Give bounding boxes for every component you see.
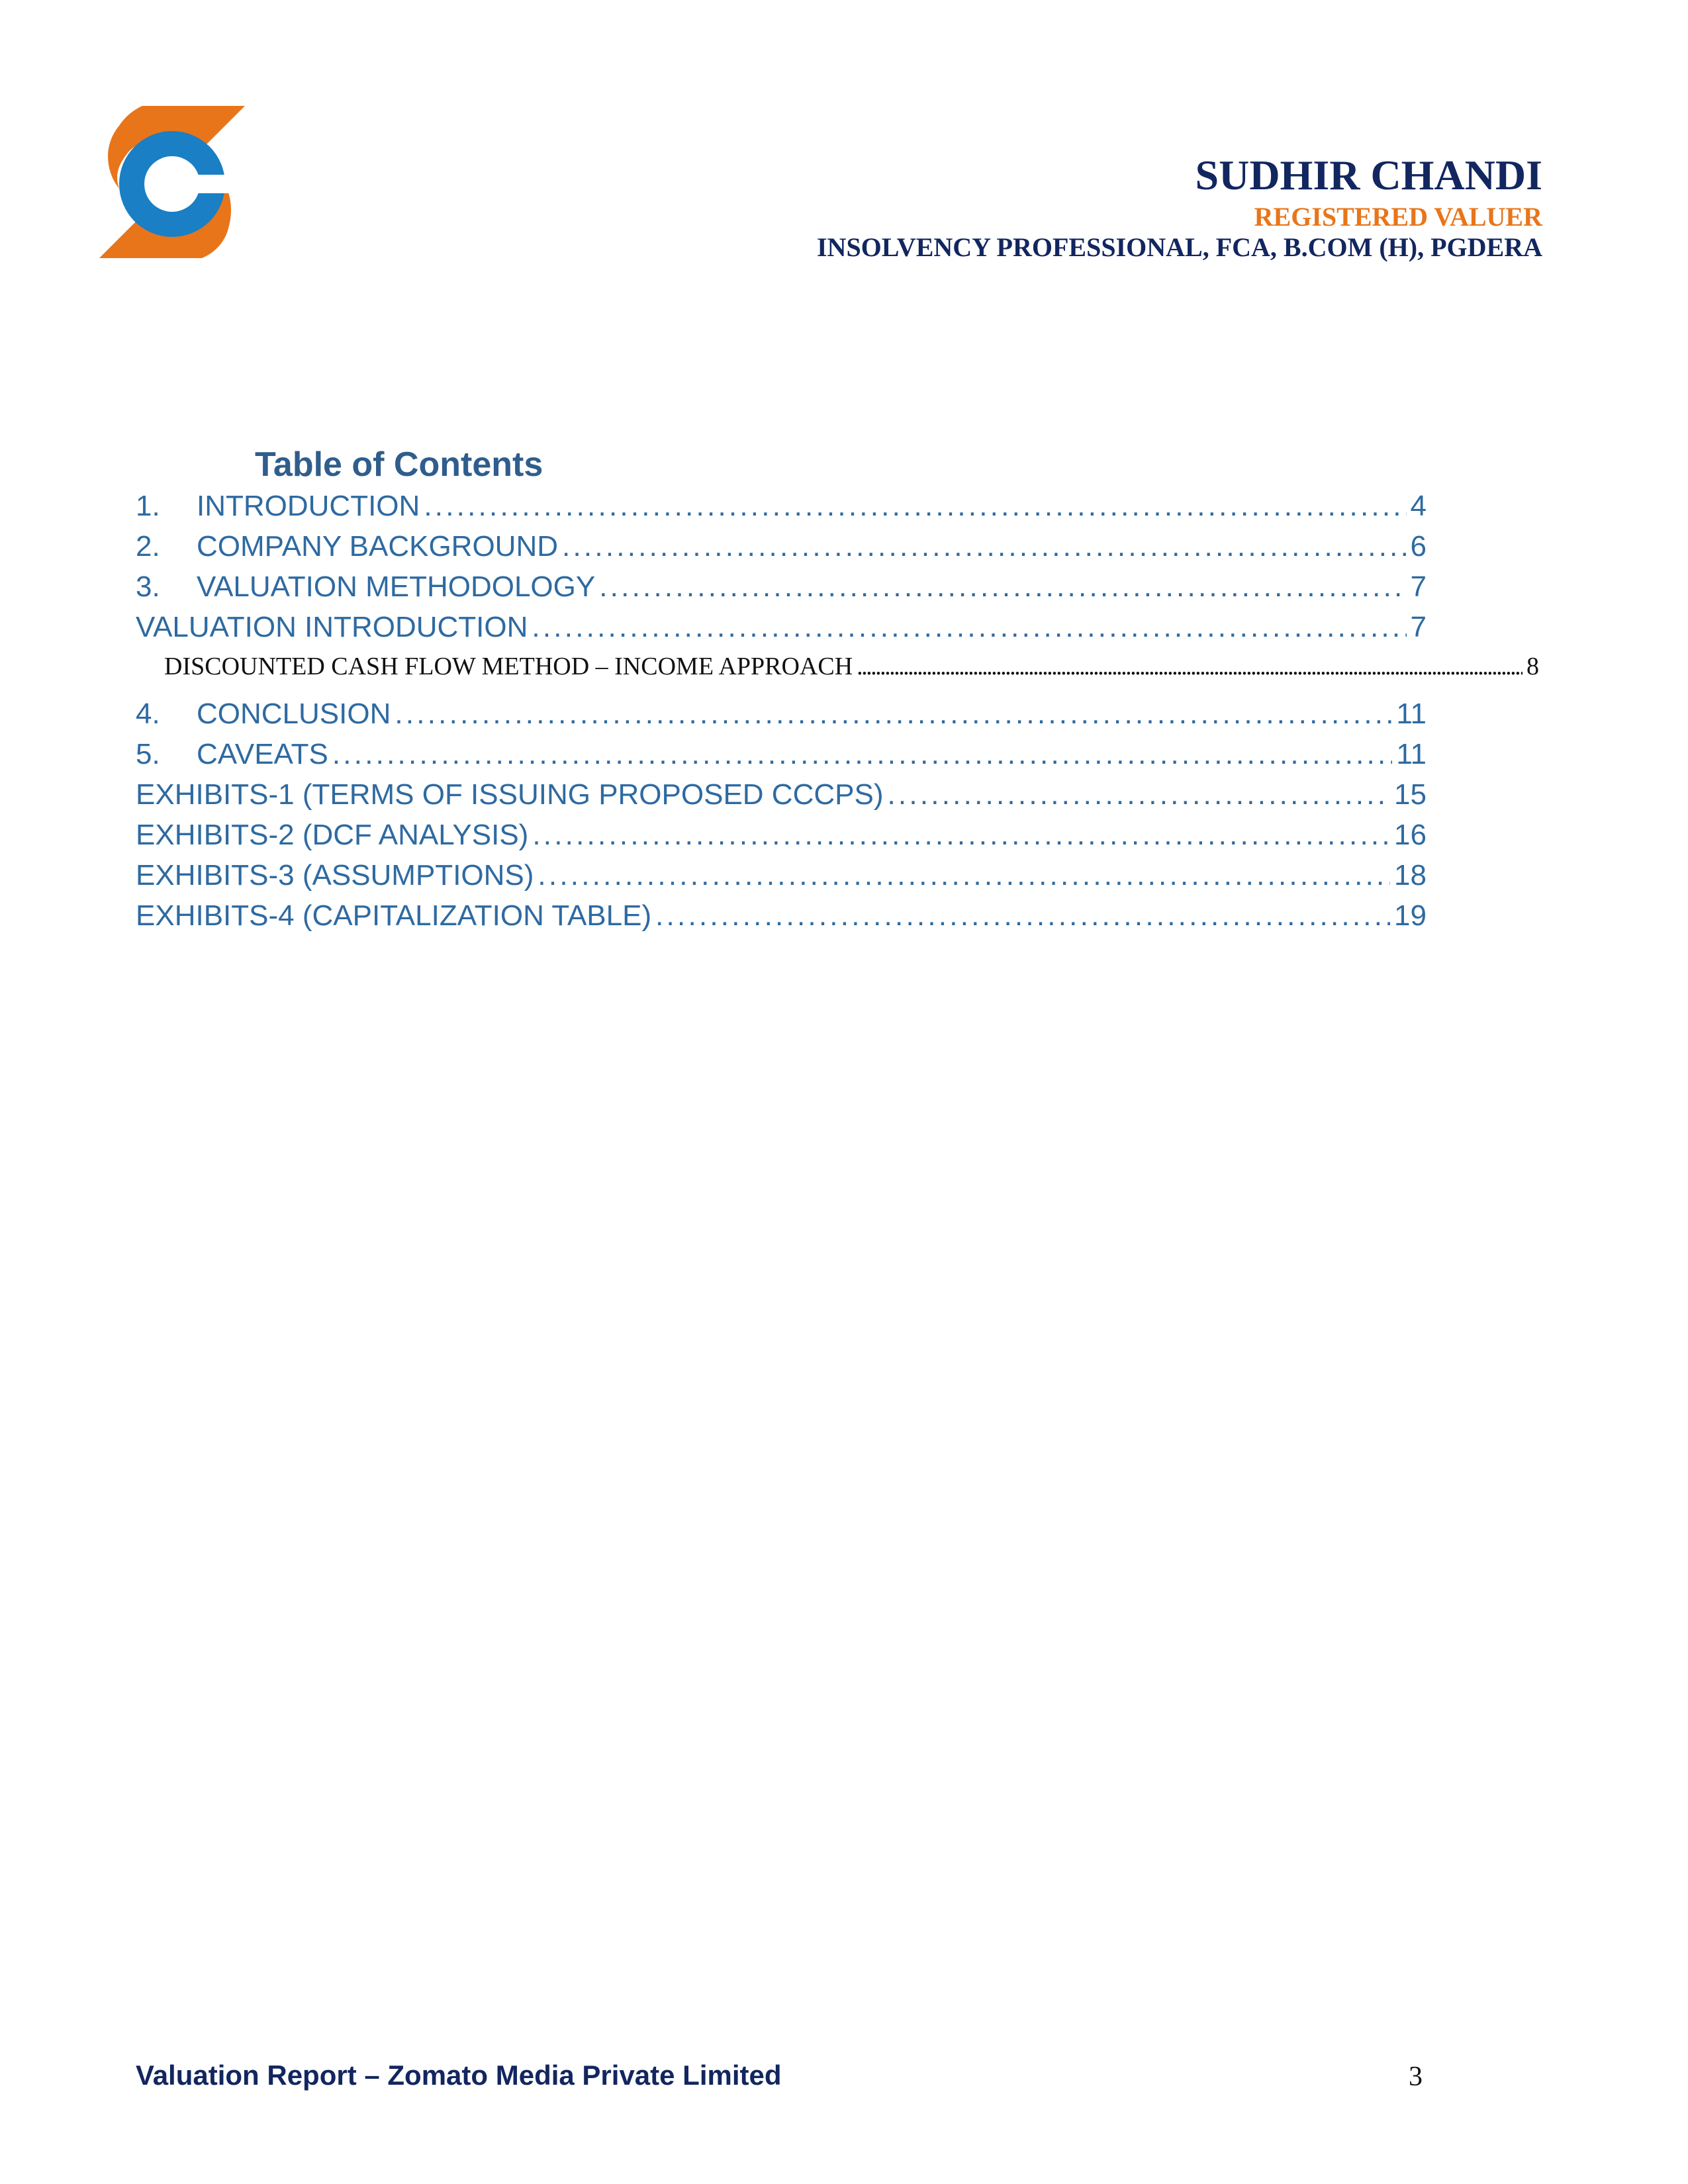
footer-title: Valuation Report – Zomato Media Private Limited xyxy=(136,2060,782,2091)
toc-leader xyxy=(332,738,1392,771)
toc-entry-exhibits-2[interactable] xyxy=(136,819,1427,852)
header-qualifications: INSOLVENCY PROFESSIONAL, FCA, B.COM (H), PGDERA xyxy=(816,232,1542,262)
toc-entry-label: VALUATION INTRODUCTION xyxy=(136,611,528,643)
toc-entry-page: 18 xyxy=(1394,859,1427,891)
toc-entry-label: CONCLUSION xyxy=(197,698,391,730)
toc-entry-number: 5. xyxy=(136,738,160,770)
toc-entry-number: 2. xyxy=(136,530,160,563)
toc-leader xyxy=(424,490,1406,523)
toc-entry-company-background[interactable] xyxy=(136,530,1427,563)
toc-entry-caveats[interactable] xyxy=(136,738,1427,771)
toc-entry-number: 3. xyxy=(136,570,160,603)
toc-entry-number: 4. xyxy=(136,698,160,730)
toc-entry-label: CAVEATS xyxy=(197,738,328,770)
header-name: SUDHIR CHANDI xyxy=(1195,152,1542,199)
toc-entry-page: 7 xyxy=(1410,570,1427,603)
toc-entry-valuation-methodology[interactable] xyxy=(136,570,1427,604)
toc-entry-exhibits-3[interactable] xyxy=(136,859,1427,892)
toc-entry-page: 6 xyxy=(1410,530,1427,563)
toc-leader xyxy=(532,611,1406,644)
toc-leader xyxy=(857,652,1523,681)
toc-entry-exhibits-4[interactable] xyxy=(136,899,1427,933)
toc-entry-page: 19 xyxy=(1394,899,1427,932)
toc-entry-page: 8 xyxy=(1526,653,1539,680)
toc-entry-page: 15 xyxy=(1394,778,1427,811)
toc-heading: Table of Contents xyxy=(255,445,543,484)
toc-leader xyxy=(532,819,1390,852)
toc-entry-label: EXHIBITS-2 (DCF ANALYSIS) xyxy=(136,819,529,851)
toc-entry-label: COMPANY BACKGROUND xyxy=(197,530,559,563)
toc-entry-label: DISCOUNTED CASH FLOW METHOD – INCOME APPROACH xyxy=(164,653,853,680)
s-monogram-logo-icon xyxy=(99,106,245,258)
toc-entry-label: EXHIBITS-3 (ASSUMPTIONS) xyxy=(136,859,534,891)
toc-entry-exhibits-1[interactable] xyxy=(136,778,1427,811)
toc-entry-conclusion[interactable] xyxy=(136,698,1427,731)
toc-entry-page: 11 xyxy=(1396,698,1427,730)
toc-entry-valuation-introduction[interactable] xyxy=(136,611,1427,644)
toc-entry-dcf-method[interactable] xyxy=(164,652,1539,681)
toc-entry-introduction[interactable] xyxy=(136,490,1427,523)
toc-entry-page: 11 xyxy=(1396,738,1427,770)
toc-entry-page: 4 xyxy=(1410,490,1427,522)
toc-entry-page: 7 xyxy=(1410,611,1427,643)
toc-leader xyxy=(562,530,1407,563)
toc-entry-label: EXHIBITS-1 (TERMS OF ISSUING PROPOSED CCCPS) xyxy=(136,778,884,811)
toc-entry-number: 1. xyxy=(136,490,160,522)
toc-leader xyxy=(538,859,1390,892)
toc-leader xyxy=(655,899,1390,933)
toc-entry-label: VALUATION METHODOLOGY xyxy=(197,570,596,603)
toc-leader xyxy=(599,570,1406,604)
header-title: REGISTERED VALUER xyxy=(1254,202,1542,232)
toc-leader xyxy=(887,778,1390,811)
toc-entry-page: 16 xyxy=(1394,819,1427,851)
toc-entry-label: INTRODUCTION xyxy=(197,490,420,522)
toc-leader xyxy=(395,698,1392,731)
toc-entry-label: EXHIBITS-4 (CAPITALIZATION TABLE) xyxy=(136,899,652,932)
footer-page-number: 3 xyxy=(1409,2062,1423,2092)
